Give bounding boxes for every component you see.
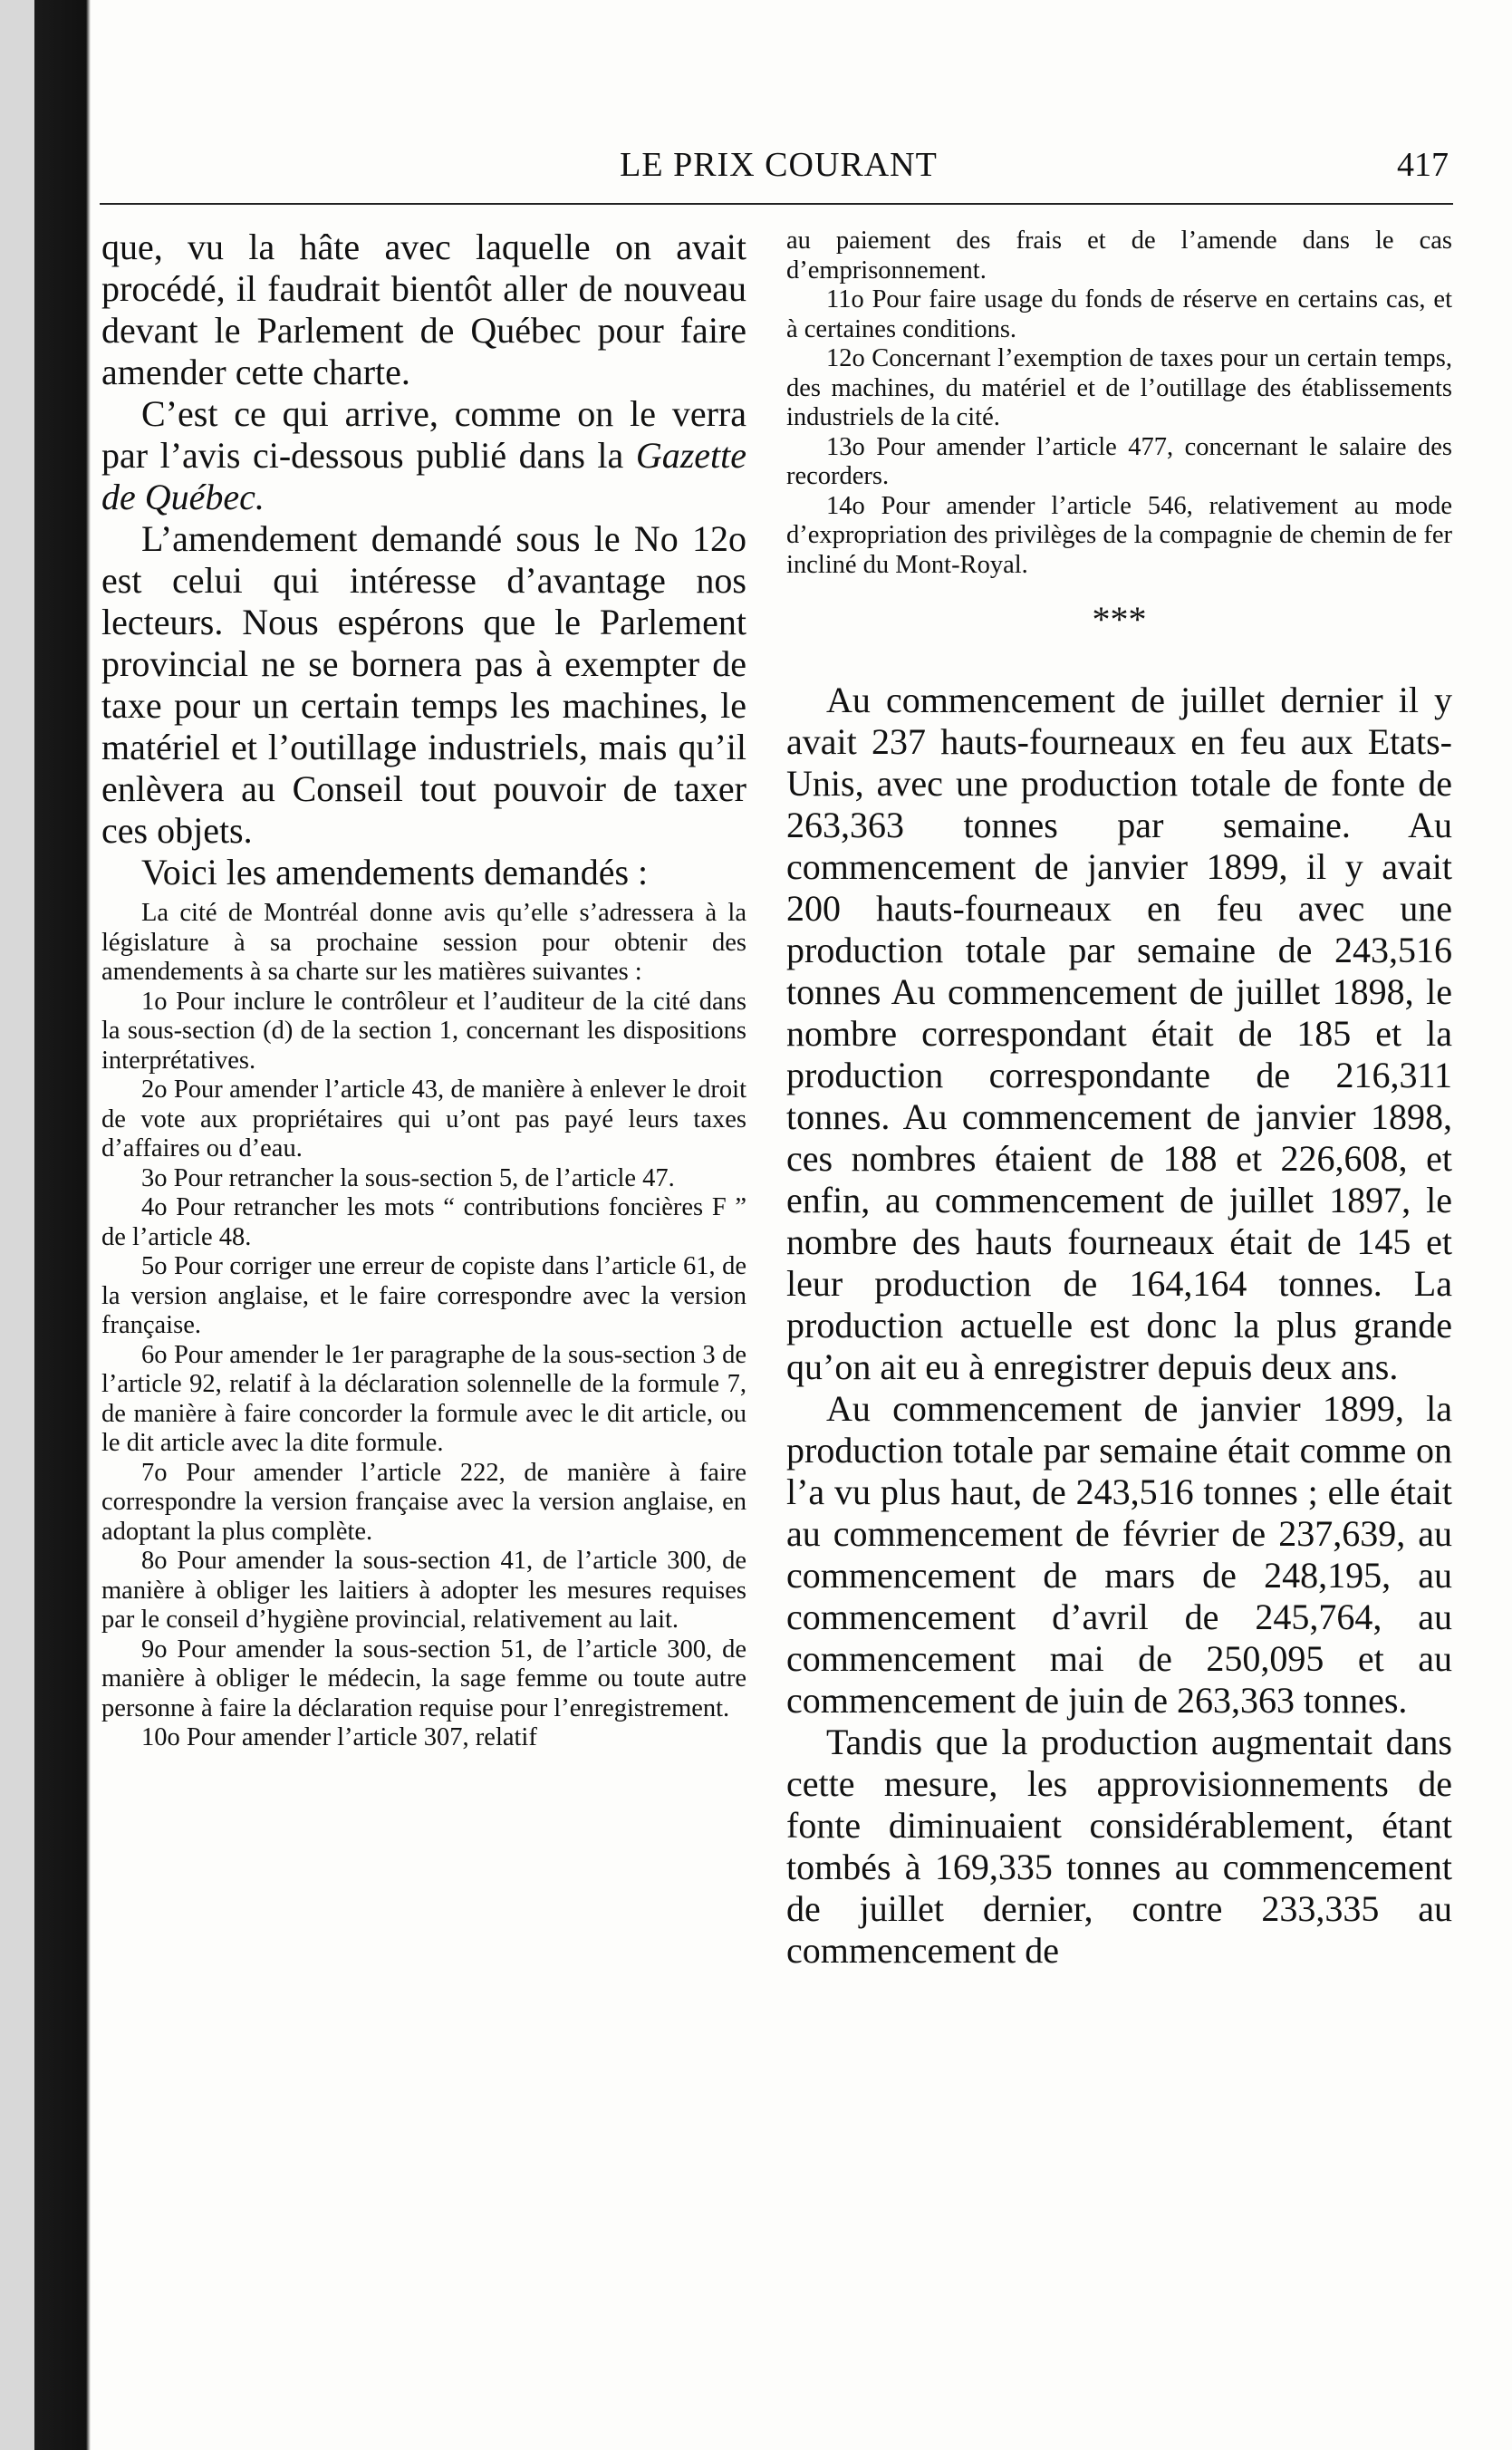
- page-header: [109, 145, 1449, 199]
- left-paragraph-3: L’amendement demandé sous le No 12o est celui qui intéresse d’avantage nos lecteurs. Nous espérons que le Parlement provincial ne se bornera pas à exempter de taxe pour un certain temps les machines, le matériel et l’outillage industriels, mais qu’il enlèvera au Conseil tout pouvoir de taxer ces objets.: [101, 518, 746, 851]
- header-rule: [100, 203, 1453, 205]
- left-paragraph-4: Voici les amendements demandés :: [141, 852, 649, 892]
- notice-item: 8o Pour amender la sous-section 41, de l’article 300, de manière à obliger les laitiers à adopter les mesures requises par le conseil d’hygiène provincial, relativement au lait.: [101, 1547, 746, 1634]
- left-paragraph-2: [101, 393, 746, 518]
- right-column: [786, 227, 1452, 2414]
- right-paragraph-1: Au commencement de juillet dernier il y avait 237 hauts-fourneaux en feu aux Etats-Unis, avec une production totale de fonte de 263,363 tonnes par semaine. Au commencement de janvier 1899, il y avait 200 hauts-fourneaux en feu avec une production totale par semaine de 243,516 tonnes Au commencement de juillet 1898, le nombre correspondant était de 185 et la production correspondante de 216,311 tonnes. Au commencement de janvier 1898, ces nombres étaient de 188 et 226,608, et enfin, au commencement de juillet 1897, le nombre des hauts fourneaux était de 145 et leur production de 164,164 tonnes. La production actuelle est donc la plus grande qu’on ait eu à enregistrer depuis deux ans.: [786, 680, 1452, 1387]
- notice-item: 12o Concernant l’exemption de taxes pour un certain temps, des machines, du matériel et de l’outillage des établissements industriels de la cité.: [786, 344, 1452, 431]
- notice-item: 4o Pour retrancher les mots “ contributions foncières F ” de l’article 48.: [101, 1193, 746, 1251]
- asterism-separator: ***: [1092, 599, 1147, 640]
- right-paragraph-3: Tandis que la production augmentait dans cette mesure, les approvisionnements de fonte diminuaient considérablement, étant tombés à 169,335 tonnes au commencement de juillet dernier, contre 233,335 au commencement de: [786, 1722, 1452, 1971]
- right-paragraph-2: Au commencement de janvier 1899, la production totale par semaine était comme on l’a vu plus haut, de 243,516 tonnes ; elle était au commencement de février de 237,639, au commencement de mars de 248,195, au commencement d’avril de 245,764, au commencement mai de 250,095 et au commencement de juin de 263,363 tonnes.: [786, 1388, 1452, 1721]
- notice-item: 1o Pour inclure le contrôleur et l’auditeur de la cité dans la sous-section (d) de la section 1, concernant les dispositions interprétatives.: [101, 987, 746, 1075]
- notice-item: 7o Pour amender l’article 222, de manière à faire correspondre la version française avec la version anglaise, en adoptant la plus complète.: [101, 1458, 746, 1546]
- left-paragraph-2-text: C’est ce qui arrive, comme on le verra par l’avis ci-dessous publié dans la: [101, 393, 746, 476]
- notice-item: 5o Pour corriger une erreur de copiste dans l’article 61, de la version anglaise, et le faire correspondre avec la version française.: [101, 1252, 746, 1339]
- notice-item: au paiement des frais et de l’amende dans le cas d’emprisonnement.: [786, 227, 1452, 285]
- left-paragraph-1: que, vu la hâte avec laquelle on avait procédé, il faudrait bientôt aller de nouveau devant le Parlement de Québec pour faire amender cette charte.: [101, 227, 746, 392]
- notice-item: 6o Pour amender le 1er paragraphe de la sous-section 3 de l’article 92, relatif à la déclaration solennelle de la formule 7, de manière à faire concorder la formule avec le dit article, ou le dit article avec la dite formule.: [101, 1340, 746, 1457]
- gazette-title: Gazette de Québec.: [101, 435, 746, 517]
- book-spine-shadow: [0, 0, 91, 2450]
- notice-intro: La cité de Montréal donne avis qu’elle s’adressera à la législature à sa prochaine session pour obtenir des amendements à sa charte sur les matières suivantes :: [101, 899, 746, 986]
- notice-item: 3o Pour retrancher la sous-section 5, de l’article 47.: [141, 1163, 675, 1192]
- left-column: [101, 227, 746, 2414]
- notice-item: 14o Pour amender l’article 546, relativement au mode d’expropriation des privilèges de la compagnie de chemin de fer incliné du Mont-Royal.: [786, 491, 1452, 579]
- notice-item: 10o Pour amender l’article 307, relatif: [141, 1723, 537, 1751]
- page-number: 417: [1397, 146, 1449, 184]
- notice-item: 13o Pour amender l’article 477, concernant le salaire des recorders.: [786, 432, 1452, 490]
- notice-item: 9o Pour amender la sous-section 51, de l’article 300, de manière à obliger le médecin, la sage femme ou toute autre personne à faire la déclaration requise pour l’enregistrement.: [101, 1635, 746, 1722]
- notice-item: 2o Pour amender l’article 43, de manière à enlever le droit de vote aux propriétaires qui u’ont pas payé leurs taxes d’affaires ou d’eau.: [101, 1075, 746, 1162]
- running-title: LE PRIX COURANT: [620, 146, 938, 184]
- notice-item: 11o Pour faire usage du fonds de réserve en certains cas, et à certaines conditions.: [786, 285, 1452, 343]
